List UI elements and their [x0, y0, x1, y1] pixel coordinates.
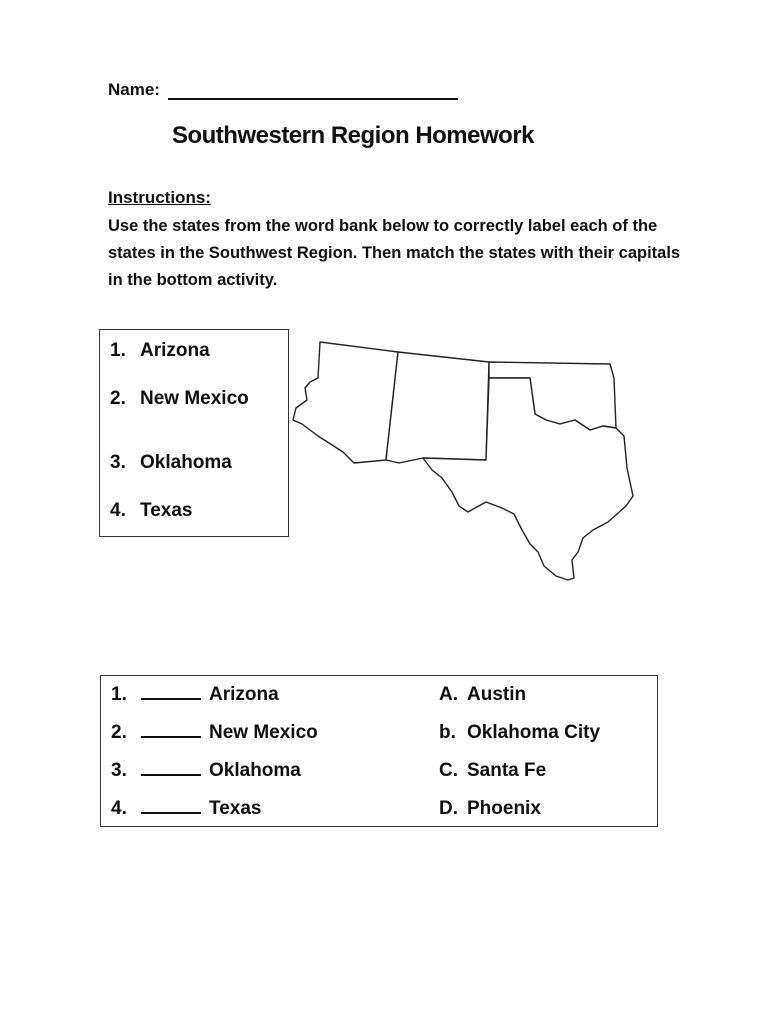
item-label: New Mexico [140, 388, 249, 409]
item-number: 4. [110, 500, 126, 521]
matching-state-row [111, 722, 318, 744]
matching-state-row [111, 798, 261, 820]
option-letter: A. [439, 684, 458, 705]
instructions-text: Use the states from the word bank below to correctly label each of the states in the Southwest Region. Then match the states with their capitals in the bottom activity. [108, 217, 681, 289]
capital-label: Oklahoma City [467, 722, 601, 743]
capital-option [439, 798, 541, 820]
capital-option [439, 760, 546, 782]
word-bank-item [110, 340, 210, 362]
item-number: 1. [110, 340, 126, 361]
name-row [108, 80, 458, 100]
state-label: Oklahoma [209, 760, 301, 781]
capital-label: Santa Fe [467, 760, 547, 781]
answer-blank[interactable] [141, 684, 201, 700]
new-mexico-outline [386, 352, 489, 463]
matching-state-row [111, 684, 279, 706]
item-number: 1. [111, 684, 127, 705]
capital-label: Phoenix [467, 798, 541, 819]
word-bank-item [110, 500, 192, 522]
option-letter: C. [439, 760, 458, 781]
arizona-outline [293, 342, 398, 463]
answer-blank[interactable] [141, 798, 201, 814]
state-label: New Mexico [209, 722, 318, 743]
item-label: Arizona [140, 340, 210, 361]
capital-label: Austin [467, 684, 527, 705]
word-bank-box [99, 329, 289, 537]
word-bank-item [110, 388, 249, 410]
capital-option [439, 722, 600, 744]
item-number: 3. [111, 760, 127, 781]
state-label: Texas [209, 798, 262, 819]
answer-blank[interactable] [141, 722, 201, 738]
capital-option [439, 684, 526, 706]
option-letter: D. [439, 798, 458, 819]
instructions-heading: Instructions: [108, 188, 211, 207]
item-label: Texas [140, 500, 193, 521]
page-title: Southwestern Region Homework [171, 122, 535, 149]
matching-state-row [111, 760, 301, 782]
item-number: 2. [111, 722, 127, 743]
word-bank-item [110, 452, 232, 474]
item-number: 2. [110, 388, 126, 409]
item-number: 4. [111, 798, 127, 819]
matching-box [100, 675, 658, 827]
option-letter: b. [439, 722, 456, 743]
name-label: Name: [108, 80, 160, 99]
name-blank-line[interactable] [168, 80, 458, 100]
southwest-states-map [290, 336, 650, 586]
state-label: Arizona [209, 684, 279, 705]
answer-blank[interactable] [141, 760, 201, 776]
item-number: 3. [110, 452, 126, 473]
item-label: Oklahoma [140, 452, 232, 473]
